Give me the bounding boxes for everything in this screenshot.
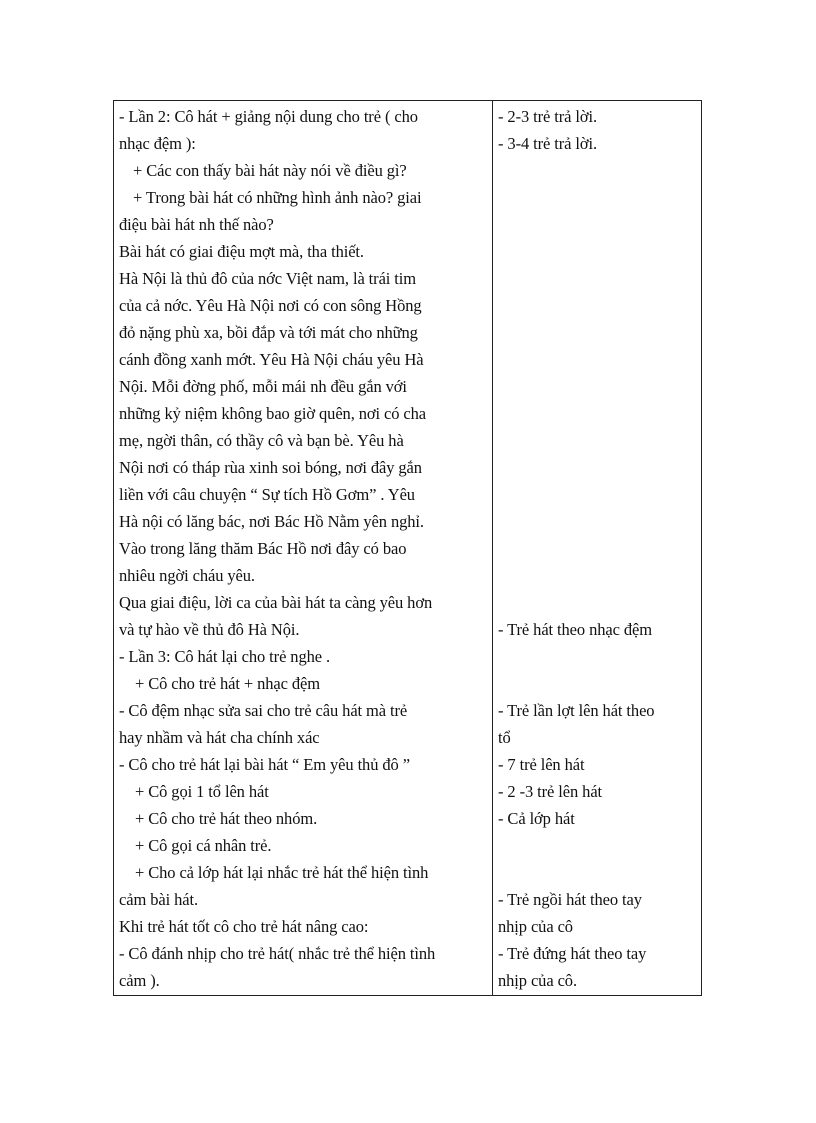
right-line: nhịp của cô. <box>498 971 577 990</box>
right-line <box>498 373 698 400</box>
right-line <box>498 481 698 508</box>
right-line <box>498 427 698 454</box>
right-line <box>498 859 698 886</box>
left-line: nhiêu ngời cháu yêu. <box>119 566 255 585</box>
left-line: Hà Nội là thủ đô của nớc Việt nam, là trái tim <box>119 269 417 288</box>
left-line: Nội nơi có tháp rùa xinh soi bóng, nơi đây gắn <box>119 458 422 477</box>
right-line <box>498 670 698 697</box>
left-line: Khi trẻ hát tốt cô cho trẻ hát nâng cao: <box>119 917 369 936</box>
left-line: + Cô cho trẻ hát + nhạc đệm <box>135 674 320 693</box>
left-line: + Trong bài hát có những hình ảnh nào? giai <box>133 188 422 207</box>
left-line: + Cô gọi cá nhân trẻ. <box>135 836 272 855</box>
column-divider <box>492 101 493 995</box>
right-line: - 2 -3 trẻ lên hát <box>498 782 603 801</box>
right-line: - Cả lớp hát <box>498 809 575 828</box>
right-line: - Trẻ ngồi hát theo tay <box>498 890 642 909</box>
left-line: Vào trong lăng thăm Bác Hồ nơi đây có bao <box>119 539 407 558</box>
left-line: Bài hát có giai điệu mợt mà, tha thiết. <box>119 242 364 261</box>
left-line: - Lần 3: Cô hát lại cho trẻ nghe . <box>119 647 331 666</box>
left-line: cánh đồng xanh mớt. Yêu Hà Nội cháu yêu Hà <box>119 350 424 369</box>
right-line <box>498 832 698 859</box>
left-line: + Cô gọi 1 tổ lên hát <box>135 782 269 801</box>
right-line: - 2-3 trẻ trả lời. <box>498 107 598 126</box>
left-line: - Cô đệm nhạc sửa sai cho trẻ câu hát mà trẻ <box>119 701 408 720</box>
left-line: và tự hào về thủ đô Hà Nội. <box>119 620 300 639</box>
right-line <box>498 508 698 535</box>
right-line <box>498 454 698 481</box>
left-line: - Cô đánh nhịp cho trẻ hát( nhắc trẻ thể hiện tình <box>119 944 436 963</box>
left-line: mẹ, ngời thân, có thầy cô và bạn bè. Yêu hà <box>119 431 404 450</box>
left-line: + Cho cả lớp hát lại nhắc trẻ hát thể hiện tình <box>135 863 429 882</box>
left-line: Hà nội có lăng bác, nơi Bác Hồ Nằm yên nghỉ. <box>119 512 424 531</box>
right-line: - 3-4 trẻ trả lời. <box>498 134 598 153</box>
left-line: đỏ nặng phù xa, bồi đắp và tới mát cho những <box>119 323 418 342</box>
left-line: hay nhầm và hát cha chính xác <box>119 728 320 747</box>
right-line: - 7 trẻ lên hát <box>498 755 585 774</box>
child-activity-column <box>498 103 698 994</box>
right-line: - Trẻ đứng hát theo tay <box>498 944 647 963</box>
teacher-activity-column <box>119 103 487 994</box>
right-line <box>498 211 698 238</box>
left-line: Nội. Mỗi đờng phố, mỗi mái nh đều gắn với <box>119 377 407 396</box>
right-line <box>498 400 698 427</box>
right-line <box>498 319 698 346</box>
left-line: - Cô cho trẻ hát lại bài hát “ Em yêu thủ đô ” <box>119 755 410 774</box>
left-line: cảm bài hát. <box>119 890 198 909</box>
right-line <box>498 643 698 670</box>
right-line: - Trẻ hát theo nhạc đệm <box>498 620 652 639</box>
left-line: những kỷ niệm không bao giờ quên, nơi có cha <box>119 404 427 423</box>
left-line: điệu bài hát nh thế nào? <box>119 215 274 234</box>
right-line: tổ <box>498 728 511 747</box>
left-line: của cả nớc. Yêu Hà Nội nơi có con sông Hồng <box>119 296 422 315</box>
left-line: cảm ). <box>119 971 160 990</box>
right-line: nhịp của cô <box>498 917 573 936</box>
right-line <box>498 157 698 184</box>
left-line: + Các con thấy bài hát này nói về điều gì? <box>133 161 407 180</box>
left-line: liền với câu chuyện “ Sự tích Hồ Gơm” . Yêu <box>119 485 415 504</box>
right-line <box>498 589 698 616</box>
left-line: - Lần 2: Cô hát + giảng nội dung cho trẻ ( cho <box>119 107 418 126</box>
right-line: - Trẻ lần lợt lên hát theo <box>498 701 655 720</box>
lesson-activity-table <box>113 100 702 996</box>
right-line <box>498 184 698 211</box>
right-line <box>498 265 698 292</box>
right-line <box>498 346 698 373</box>
right-line <box>498 292 698 319</box>
right-line <box>498 562 698 589</box>
left-line: nhạc đệm ): <box>119 134 196 153</box>
left-line: + Cô cho trẻ hát theo nhóm. <box>135 809 318 828</box>
right-line <box>498 238 698 265</box>
left-line: Qua giai điệu, lời ca của bài hát ta càng yêu hơn <box>119 593 433 612</box>
right-line <box>498 535 698 562</box>
